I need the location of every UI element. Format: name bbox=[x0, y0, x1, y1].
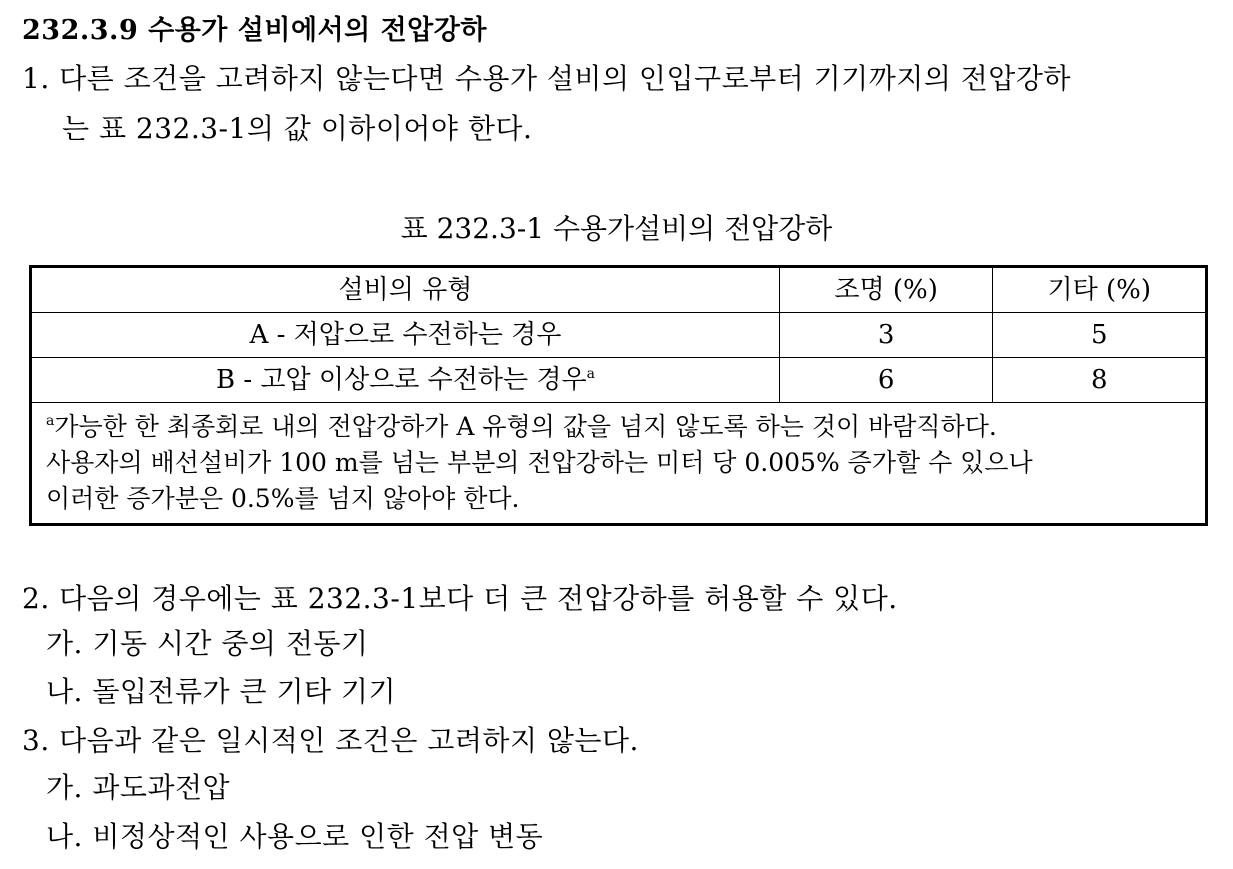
row-type-cell bbox=[31, 358, 780, 403]
voltage-drop-table bbox=[29, 265, 1208, 526]
row-other-cell: 8 bbox=[993, 358, 1207, 403]
header-lighting: 조명 (%) bbox=[779, 267, 993, 313]
item-2-a: 가. 기동 시간 중의 전동기 bbox=[46, 627, 369, 660]
note-marker: a bbox=[46, 413, 55, 429]
row-type-text: B - 고압 이상으로 수전하는 경우 bbox=[215, 365, 587, 395]
table-header-row bbox=[31, 267, 1207, 313]
item-3-a: 가. 과도과전압 bbox=[46, 771, 231, 804]
table-caption: 표 232.3-1 수용가설비의 전압강하 bbox=[400, 212, 833, 245]
item-1-line-2: 는 표 232.3-1의 값 이하이어야 한다. bbox=[62, 112, 533, 145]
table-row bbox=[31, 313, 1207, 358]
item-3: 3. 다음과 같은 일시적인 조건은 고려하지 않는다. bbox=[22, 724, 639, 757]
item-2-b: 나. 돌입전류가 큰 기타 기기 bbox=[46, 675, 397, 708]
row-lighting-cell: 3 bbox=[779, 313, 993, 358]
table-note bbox=[31, 403, 1207, 525]
row-lighting-cell: 6 bbox=[779, 358, 993, 403]
row-type-text: A - 저압으로 수전하는 경우 bbox=[249, 320, 562, 350]
item-3-b: 나. 비정상적인 사용으로 인한 전압 변동 bbox=[46, 820, 544, 853]
table-row bbox=[31, 358, 1207, 403]
row-type-cell bbox=[31, 313, 780, 358]
header-other: 기타 (%) bbox=[993, 267, 1207, 313]
note-line-3: 이러한 증가분은 0.5%를 넘지 않아야 한다. bbox=[46, 484, 520, 513]
row-other-cell: 5 bbox=[993, 313, 1207, 358]
header-type: 설비의 유형 bbox=[31, 267, 780, 313]
note-line-1 bbox=[46, 409, 1195, 445]
section-heading: 232.3.9 수용가 설비에서의 전압강하 bbox=[22, 15, 487, 46]
note-line-2: 사용자의 배선설비가 100 m를 넘는 부분의 전압강하는 미터 당 0.005% 증가할 수 있으나 bbox=[46, 448, 1033, 477]
table-note-row bbox=[31, 403, 1207, 525]
footnote-marker: a bbox=[586, 366, 595, 382]
note-line-1-text: 가능한 한 최종회로 내의 전압강하가 A 유형의 값을 넘지 않도록 하는 것이 바람직하다. bbox=[54, 412, 997, 441]
item-2: 2. 다음의 경우에는 표 232.3-1보다 더 큰 전압강하를 허용할 수 있다. bbox=[22, 582, 898, 615]
item-1-line-1: 1. 다른 조건을 고려하지 않는다면 수용가 설비의 인입구로부터 기기까지의 전압강하 bbox=[22, 62, 1071, 95]
